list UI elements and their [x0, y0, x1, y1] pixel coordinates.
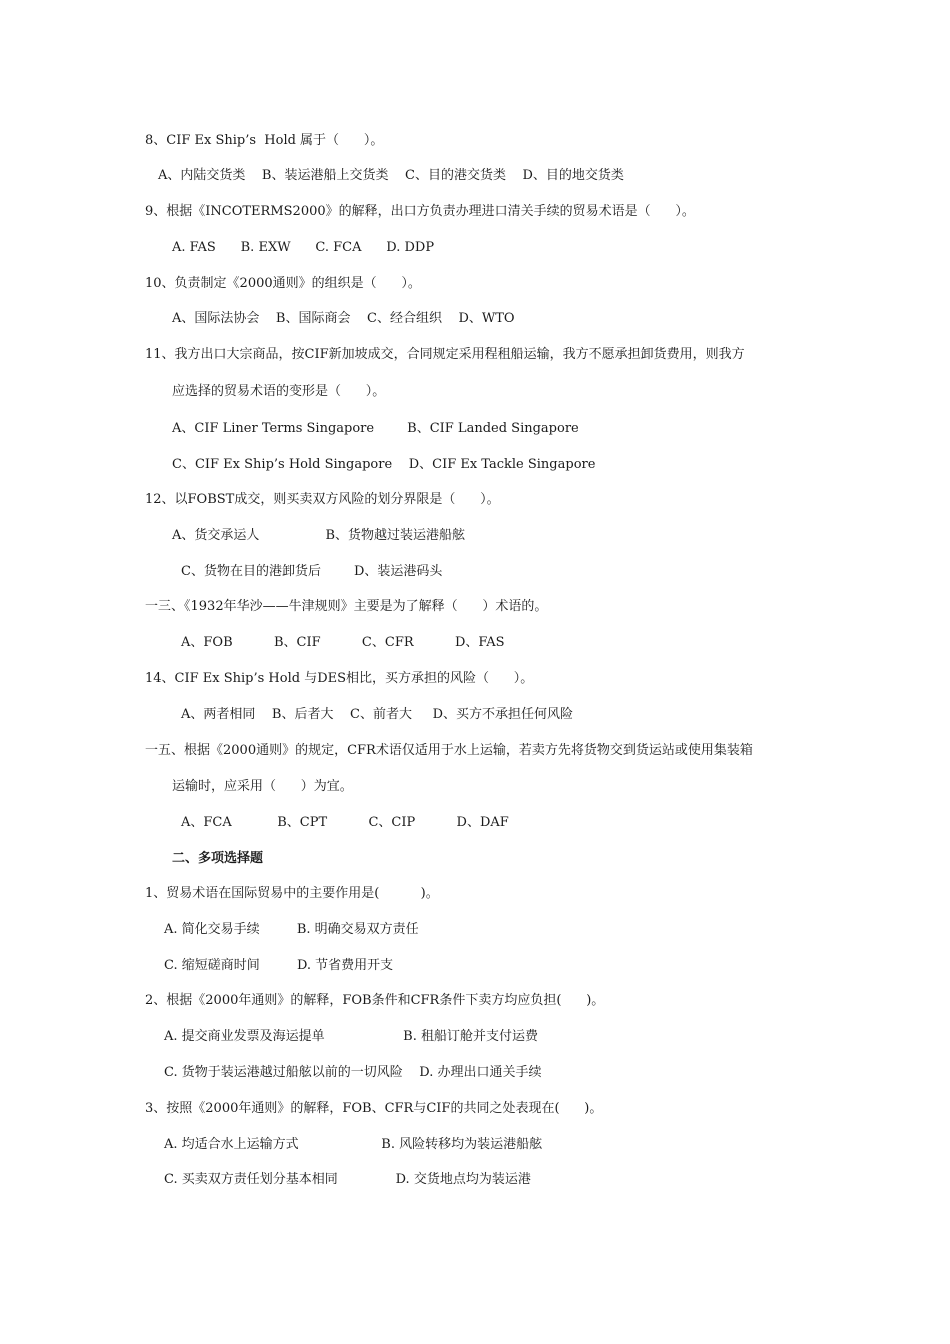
mc-question-1: 1、贸易术语在国际贸易中的主要作用是( )。: [145, 886, 439, 901]
question-14-options: A、两者相同 B、后者大 C、前者大 D、买方不承担任何风险: [181, 707, 574, 722]
mc-question-3-options-cd: C. 买卖双方责任划分基本相同 D. 交货地点均为装运港: [164, 1172, 531, 1187]
mc-question-2-options-cd: C. 货物于装运港越过船舷以前的一切风险 D. 办理出口通关手续: [164, 1065, 542, 1080]
question-11-options-cd: C、CIF Ex Ship’s Hold Singapore D、CIF Ex Tackle Singapore: [172, 457, 596, 472]
question-8-options: A、内陆交货类 B、装运港船上交货类 C、目的港交货类 D、目的地交货类: [158, 168, 624, 183]
question-15-continued: 运输时，应采用（ ）为宜。: [172, 779, 353, 794]
question-11: 11、我方出口大宗商品，按CIF新加坡成交，合同规定采用程租船运输，我方不愿承担卸货费用，则我方: [145, 347, 745, 362]
question-15: 一五、根据《2000通则》的规定，CFR术语仅适用于水上运输，若卖方先将货物交到货运站或使用集装箱: [145, 743, 753, 758]
mc-question-2-options-ab: A. 提交商业发票及海运提单 B. 租船订舱并支付运费: [164, 1029, 538, 1044]
question-13-options: A、FOB B、CIF C、CFR D、FAS: [181, 635, 505, 650]
mc-question-2: 2、根据《2000年通则》的解释，FOB条件和CFR条件下卖方均应负担( )。: [145, 993, 605, 1008]
question-10: 10、负责制定《2000通则》的组织是（ ）。: [145, 276, 421, 291]
mc-question-1-options-cd: C. 缩短磋商时间 D. 节省费用开支: [164, 958, 394, 973]
mc-question-1-options-ab: A. 简化交易手续 B. 明确交易双方责任: [164, 922, 419, 937]
question-9: 9、根据《INCOTERMS2000》的解释，出口方负责办理进口清关手续的贸易术语是（ ）。: [145, 204, 695, 219]
mc-question-3: 3、按照《2000年通则》的解释，FOB、CFR与CIF的共同之处表现在( )。: [145, 1101, 603, 1116]
question-12-options-ab: A、货交承运人 B、货物越过装运港船舷: [172, 528, 466, 543]
question-11-options-ab: A、CIF Liner Terms Singapore B、CIF Landed Singapore: [172, 421, 579, 436]
question-9-options: A. FAS B. EXW C. FCA D. DDP: [172, 240, 435, 255]
question-11-continued: 应选择的贸易术语的变形是（ ）。: [172, 384, 386, 399]
question-14: 14、CIF Ex Ship’s Hold 与DES相比，买方承担的风险（ ）。: [145, 671, 534, 686]
question-12-options-cd: C、货物在目的港卸货后 D、装运港码头: [181, 564, 443, 579]
question-15-options: A、FCA B、CPT C、CIP D、DAF: [181, 815, 509, 830]
question-13: 一三、《1932年华沙——牛津规则》主要是为了解释（ ）术语的。: [145, 599, 548, 614]
question-10-options: A、国际法协会 B、国际商会 C、经合组织 D、WTO: [172, 311, 515, 326]
section-heading-multiple-choice: 二、多项选择题: [172, 851, 264, 866]
question-12: 12、以FOBST成交，则买卖双方风险的划分界限是（ ）。: [145, 492, 500, 507]
question-8: 8、CIF Ex Ship’s Hold 属于（ ）。: [145, 133, 384, 148]
mc-question-3-options-ab: A. 均适合水上运输方式 B. 风险转移均为装运港船舷: [164, 1137, 543, 1152]
